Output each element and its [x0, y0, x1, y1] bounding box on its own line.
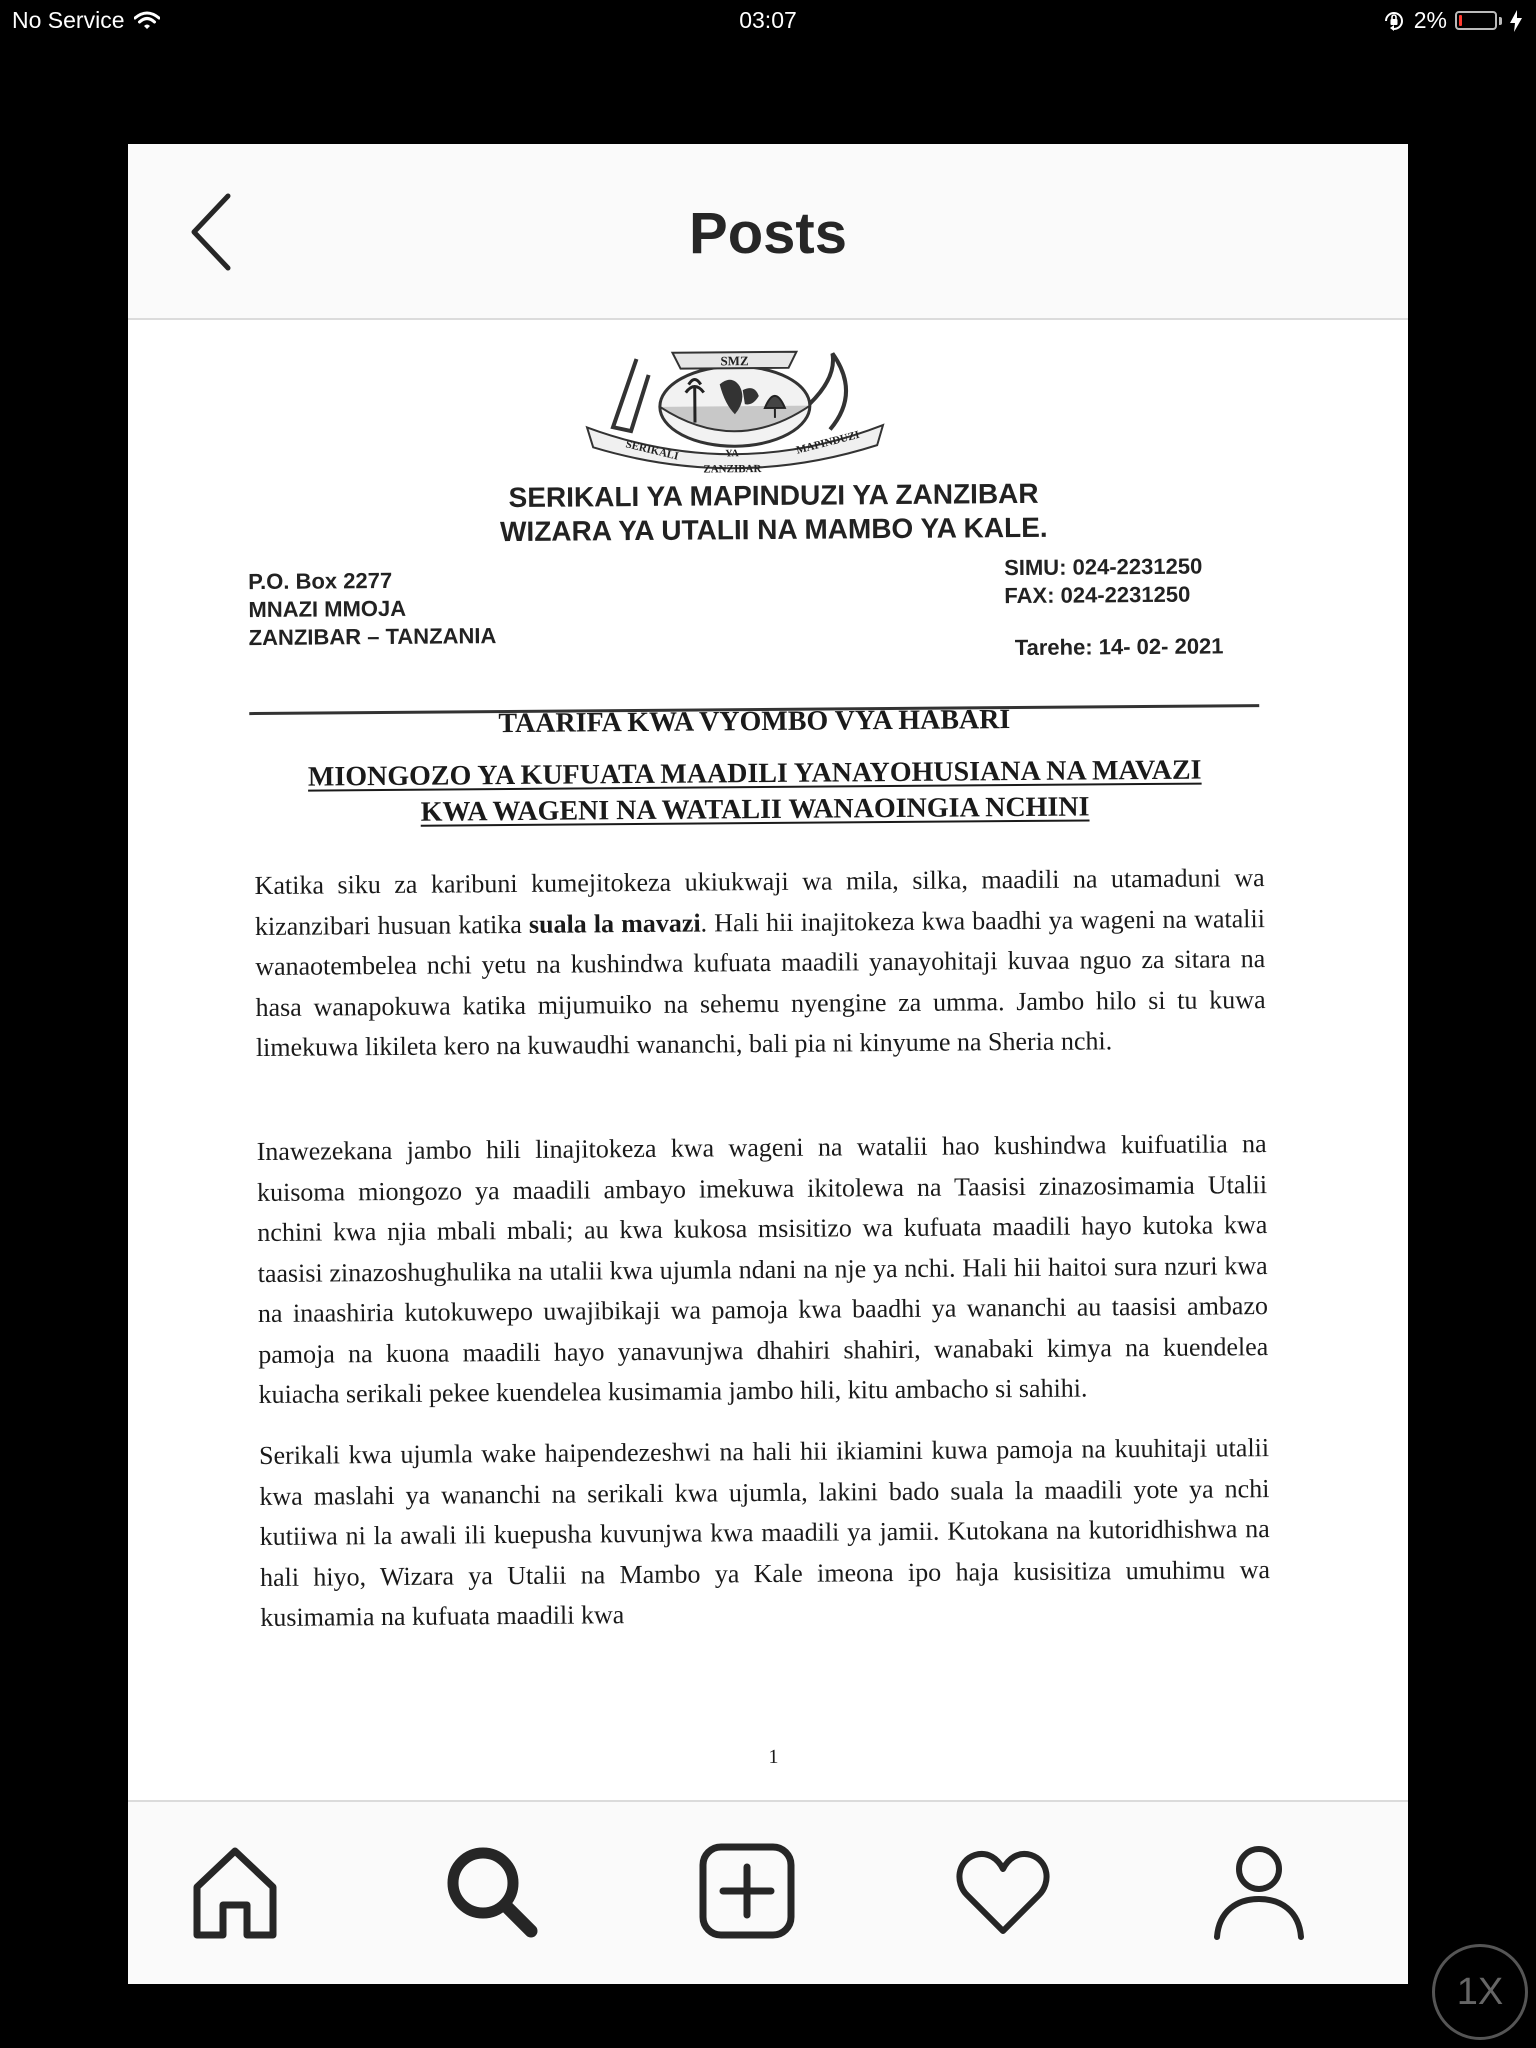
paragraph-text: . Hali hii inajitokeza kwa baadhi ya wageni na watalii wanaotembelea nchi yetu na kushindwa kufuata maadili yanayohitaji kuvaa nguo za sitara na hasa wanapokuwa katika mijumuiko na sehemu nyengine za umma. Jambo hilo si tu kuwa limekuwa likileta kero na kuwaudhi wananchi, bali pia ni kinyume na Sheria nchi.	[255, 903, 1266, 1063]
fax-number: FAX: 024-2231250	[1004, 581, 1191, 609]
tab-activity[interactable]	[948, 1836, 1058, 1946]
govt-name-line1: SERIKALI YA MAPINDUZI YA ZANZIBAR	[508, 477, 1039, 514]
profile-icon	[1209, 1841, 1309, 1941]
postal-address	[248, 566, 496, 652]
bottom-tab-bar	[128, 1800, 1408, 1984]
body-paragraph-1	[254, 858, 1266, 1068]
add-post-icon	[697, 1841, 797, 1941]
tab-search[interactable]	[436, 1836, 546, 1946]
emblem-right-text: MAPINDUZI	[794, 428, 861, 457]
status-bar-right	[1382, 7, 1522, 34]
document-date: Tarehe: 14- 02- 2021	[1014, 633, 1224, 661]
emblem-top-text: SMZ	[720, 353, 749, 369]
tab-new-post[interactable]	[692, 1836, 802, 1946]
battery-level	[1459, 15, 1462, 26]
body-paragraph-3: Serikali kwa ujumla wake haipendezeshwi na hali hii ikiamini kuwa pamoja na kuuhitaji utalii kwa maslahi ya wananchi na serikali kwa ujumla, lakini bado suala la maadili yote ya nchi kutiiwa ni la awali ili kuepusha kuvunjwa kwa maadili ya jamii. Kutokana na kutoridhishwa na hali hiyo, Wizara ya Utalii na Mambo ya Kale imeona ipo haja kusisitiza umuhimu wa kusimamia na kufuata maadili kwa	[258, 1433, 1271, 1633]
charging-bolt-icon	[1510, 10, 1522, 32]
home-icon	[185, 1841, 285, 1941]
address-line: ZANZIBAR – TANZANIA	[248, 623, 497, 651]
contact-info	[1004, 553, 1203, 611]
battery-cap	[1499, 17, 1502, 25]
nav-bar	[128, 144, 1408, 320]
post-image-document[interactable]	[128, 320, 1408, 1800]
carrier-label: No Service	[12, 7, 125, 33]
document-page	[128, 315, 1408, 1805]
zanzibar-coat-of-arms-emblem	[574, 333, 895, 486]
address-line: MNAZI MMOJA	[248, 595, 407, 623]
phone-number: SIMU: 024-2231250	[1004, 553, 1203, 581]
page-title: Posts	[689, 201, 847, 266]
subject-line1: MIONGOZO YA KUFUATA MAADILI YANAYOHUSIANA NA MAVAZI	[307, 754, 1202, 793]
tab-profile[interactable]	[1204, 1836, 1314, 1946]
emblem-left-text: SERIKALI	[624, 438, 680, 463]
tab-home[interactable]	[180, 1836, 290, 1946]
subject-line2: KWA WAGENI NA WATALII WANAOINGIA NCHINI	[420, 791, 1090, 828]
emblem-bottom-text: ZANZIBAR	[703, 463, 762, 476]
emblem-middle-text: YA	[725, 448, 739, 460]
page-number: 1	[768, 1745, 779, 1769]
orientation-lock-icon	[1382, 9, 1406, 33]
status-bar	[0, 0, 1536, 44]
battery-percent: 2%	[1413, 7, 1447, 33]
heart-icon	[953, 1841, 1053, 1941]
ministry-name-line2: WIZARA YA UTALII NA MAMBO YA KALE.	[499, 511, 1048, 548]
document-subject	[250, 752, 1261, 832]
status-time: 03:07	[739, 7, 797, 33]
paragraph-bold-text: suala la mavazi	[528, 908, 701, 939]
paragraph-text: Katika siku za karibuni kumejitokeza ukiukwaji wa mila, silka, maadili na utamaduni wa kizanzibari husuan katika	[254, 863, 1265, 941]
zoom-level-button[interactable]: 1X	[1432, 1944, 1528, 2040]
battery-icon	[1455, 11, 1497, 30]
body-paragraph-2: Inawezekana jambo hili linajitokeza kwa wageni na watalii hao kushindwa kuifuatilia na kuisoma miongozo ya maadili ambayo imekuwa ikitolewa na Taasisi zinazosimamia Utalii nchini kwa njia mbali mbali; au kwa kukosa msisitizo wa kufuata maadili hayo kutoka kwa taasisi zinazoshughulika na utalii kwa ujumla ndani na nje ya nchi. Hali hii haitoi sura nzuri kwa na inaashiria kutokuwepo uwajibikaji wa pamoja kwa baadhi ya wananchi au taasisi ambazo pamoja na kuona maadili hayo yanavunjwa dhahiri shahiri, wanabaki kimya na kuendelea kuiacha serikali pekee kuendelea kusimamia jambo hili, kitu ambacho si sahihi.	[256, 1129, 1269, 1410]
address-line: P.O. Box 2277	[248, 567, 393, 595]
press-release-title: TAARIFA KWA VYOMBO VYA HABARI	[498, 704, 1011, 740]
app-window	[128, 144, 1408, 1984]
search-icon	[441, 1841, 541, 1941]
